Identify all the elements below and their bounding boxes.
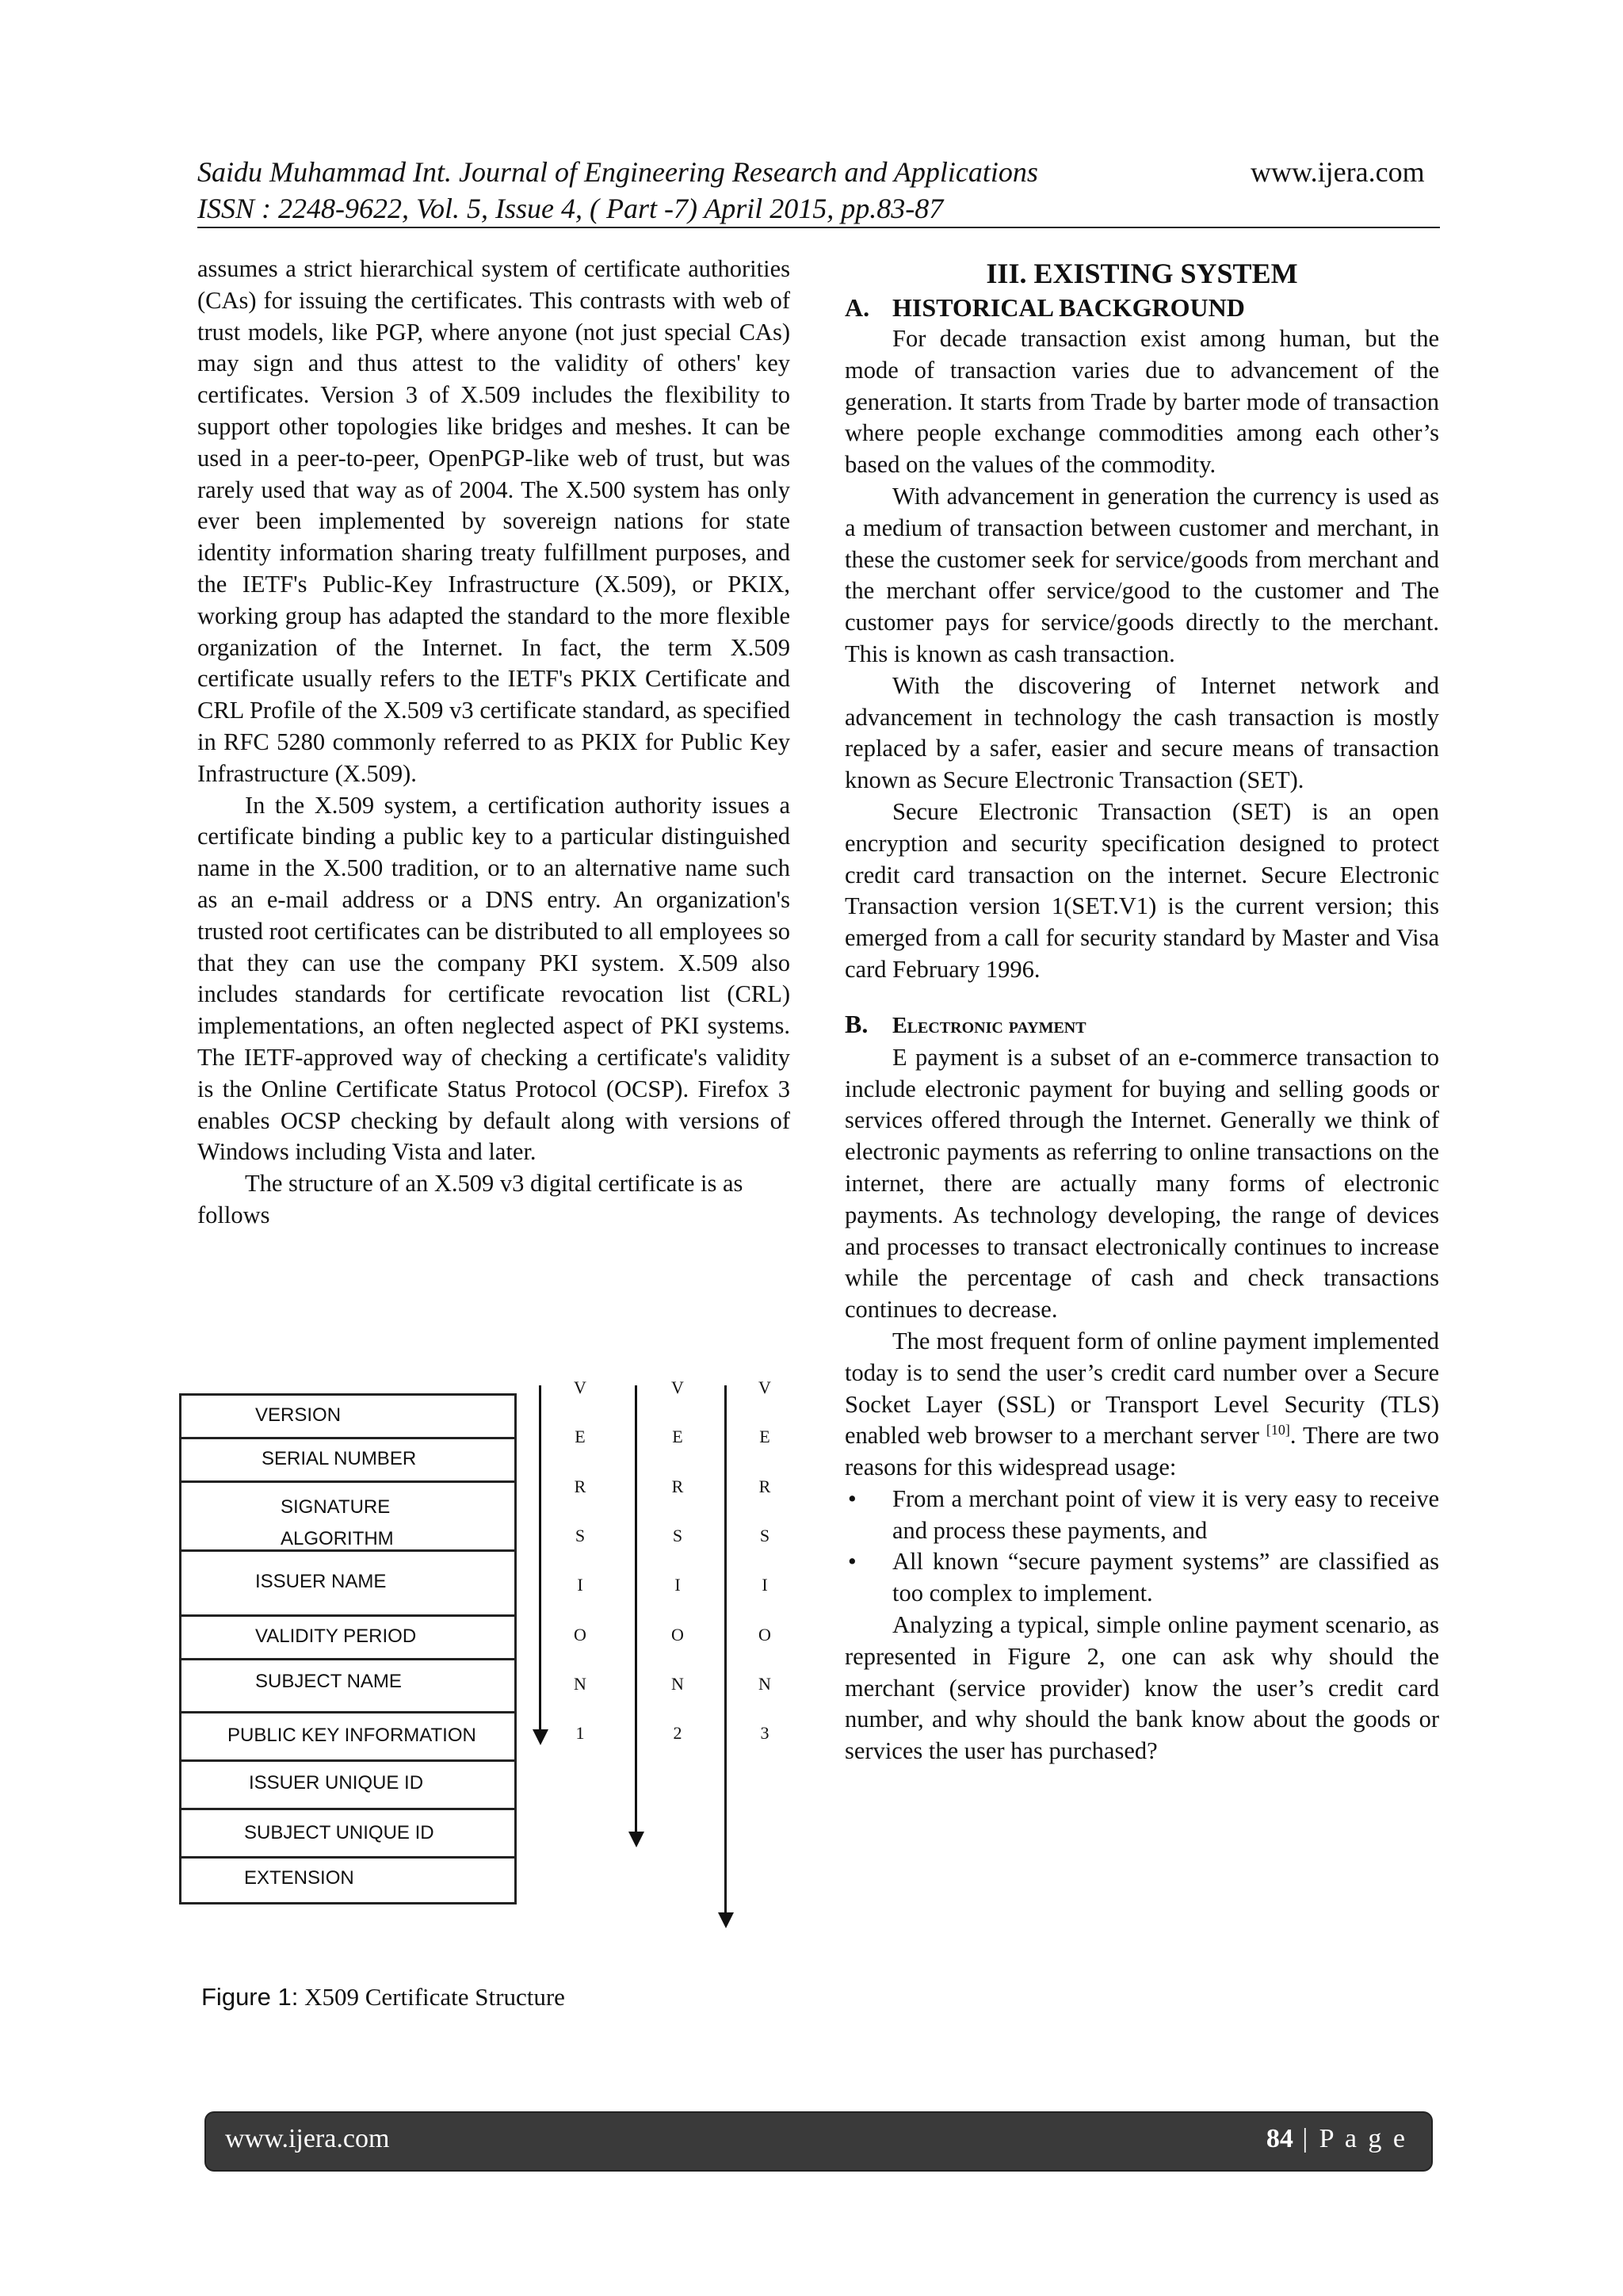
v1-letter-i: I bbox=[577, 1575, 583, 1595]
figure-caption-prefix: Figure 1: bbox=[201, 1983, 299, 2011]
v2-letter-e: E bbox=[672, 1427, 683, 1446]
header-website[interactable]: www.ijera.com bbox=[1251, 156, 1425, 188]
figure-caption bbox=[201, 1983, 565, 2011]
arrow-version-2-head bbox=[628, 1832, 644, 1847]
field-box-version bbox=[179, 1393, 517, 1439]
right-paragraph-b2 bbox=[845, 1326, 1439, 1484]
page-number: 84 bbox=[1266, 2124, 1293, 2153]
field-extension: EXTENSION bbox=[244, 1867, 354, 1889]
v2-letter-s: S bbox=[672, 1526, 683, 1545]
paragraph-b2-text: The most frequent form of online payment implemented today is to send the user’s credit card number over a Secure Socket Layer (SSL) or Transport Level Security (TLS) enabled web browser to a merchant server bbox=[845, 1327, 1439, 1450]
field-signature: SIGNATURE bbox=[281, 1496, 391, 1518]
subsection-a-title: HISTORICAL BACKGROUND bbox=[892, 293, 1245, 322]
v2-letter-i: I bbox=[674, 1575, 681, 1595]
subsection-a-label: A. bbox=[845, 293, 870, 322]
issn-line: ISSN : 2248-9622, Vol. 5, Issue 4, ( Part -7) April 2015, pp.83-87 bbox=[197, 193, 944, 224]
left-paragraph-1: assumes a strict hierarchical system of certificate authorities (CAs) for issuing the certificates. This contrasts with web of trust models, like PGP, where anyone (not just special CAs) may sign and thus attest to the validity of others' key certificates. Version 3 of X.509 includes the flexibility to support other topologies like bridges and meshes. It can be used in a peer-to-peer, OpenPGP-like web of trust, but was rarely used that way as of 2004. The X.500 system has only ever been implemented by sovereign nations for state identity information sharing treaty fulfillment purposes, and the IETF's Public-Key Infrastructure (X.509), or PKIX, working group has adapted the standard to the more flexible organization of the Internet. In fact, the term X.509 certificate usually refers to the IETF's PKIX Certificate and CRL Profile of the X.509 v3 certificate standard, as specified in RFC 5280 commonly referred to as PKIX for Public Key Infrastructure (X.509). bbox=[197, 255, 790, 787]
field-subject-name: SUBJECT NAME bbox=[255, 1671, 402, 1692]
v2-letter-v: V bbox=[671, 1377, 684, 1397]
arrow-version-3-head bbox=[718, 1912, 734, 1928]
journal-title: Saidu Muhammad Int. Journal of Engineering Research and Applications bbox=[197, 156, 1038, 188]
left-paragraph-2: In the X.509 system, a certification authority issues a certificate binding a public key to a particular distinguished name in the X.500 tradition, or to an alternative name such as an e-mail address or a DNS entry. An organization's trusted root certificates can be distributed to all employees so that they can use the company PKI system. X.509 also includes standards for certificate revocation list (CRL) implementations, an often neglected aspect of PKI systems. The IETF-approved way of checking a certificate's validity is the Online Certificate Status Protocol (OCSP). Firefox 3 enables OCSP checking by default along with versions of Windows including Vista and later. bbox=[197, 791, 790, 1166]
bullet-item-1: • From a merchant point of view it is very easy to receive and process these payments, and bbox=[845, 1484, 1439, 1547]
footer-page bbox=[1266, 2124, 1407, 2154]
arrow-version-1-line bbox=[539, 1385, 541, 1732]
left-column bbox=[197, 254, 790, 1232]
footer-website[interactable]: www.ijera.com bbox=[225, 2124, 390, 2153]
right-paragraph-a4: Secure Electronic Transaction (SET) is an open encryption and security specification designed to protect credit card transaction on the internet. Secure Electronic Transaction version 1(SET.V1) is the current version; this emerged from a call for security standard by Master and Visa card February 1996. bbox=[845, 797, 1439, 983]
v2-letter-o: O bbox=[671, 1625, 684, 1645]
field-validity-period: VALIDITY PERIOD bbox=[255, 1626, 417, 1647]
right-paragraph-a2: With advancement in generation the currency is used as a medium of transaction between customer and merchant, in these the customer seek for service/goods from merchant and the merchant offer service/good to the customer and The customer pays for service/goods directly to the merchant. This is known as cash transaction. bbox=[845, 482, 1439, 667]
arrow-version-1-head bbox=[533, 1729, 548, 1745]
v3-number: 3 bbox=[760, 1723, 769, 1743]
bullet-item-2: • All known “secure payment systems” are classified as too complex to implement. bbox=[845, 1546, 1439, 1610]
v2-number: 2 bbox=[673, 1723, 682, 1743]
page-label: | P a g e bbox=[1293, 2124, 1407, 2153]
arrow-version-2-line bbox=[635, 1385, 637, 1834]
v1-letter-n: N bbox=[574, 1674, 586, 1694]
subsection-a-heading bbox=[845, 292, 1439, 323]
paragraph-b2-tail: . There are two reasons for this widespread usage: bbox=[845, 1422, 1439, 1481]
v1-letter-r: R bbox=[574, 1477, 586, 1496]
v3-letter-i: I bbox=[762, 1575, 768, 1595]
v1-letter-o: O bbox=[574, 1625, 586, 1645]
citation-ref[interactable]: [10] bbox=[1266, 1422, 1290, 1438]
v1-letter-s: S bbox=[575, 1526, 586, 1545]
field-public-key-information: PUBLIC KEY INFORMATION bbox=[227, 1725, 476, 1746]
subsection-b-label: B. bbox=[845, 1009, 869, 1038]
field-algorithm: ALGORITHM bbox=[281, 1528, 394, 1549]
arrow-version-3-line bbox=[724, 1385, 727, 1915]
v3-letter-o: O bbox=[758, 1625, 771, 1645]
v1-letter-v: V bbox=[574, 1377, 586, 1397]
right-paragraph-b1: E payment is a subset of an e-commerce transaction to include electronic payment for buying and selling goods or services offered through the Internet. Generally we think of electronic payments as referring to online transactions on the internet, there are actually many forms of electronic payments. As technology developing, the range of devices and processes to transact electronically continues to increase while the percentage of cash and check transactions continues to decrease. bbox=[845, 1043, 1439, 1324]
v2-letter-r: R bbox=[671, 1477, 684, 1496]
right-paragraph-a3: With the discovering of Internet network and advancement in technology the cash transaction is mostly replaced by a safer, easier and secure means of transaction known as Secure Electronic Transaction (SET). bbox=[845, 671, 1439, 794]
right-paragraph-b3: Analyzing a typical, simple online payment scenario, as represented in Figure 2, one can ask why should the merchant (service provider) know the user’s credit card number, and why should the bank know about the goods or services the user has purchased? bbox=[845, 1611, 1439, 1765]
field-issuer-name: ISSUER NAME bbox=[255, 1571, 387, 1592]
right-paragraph-a1: For decade transaction exist among human, but the mode of transaction varies due to advancement of the generation. It starts from Trade by barter mode of transaction where people exchange commodities among each other’s based on the values of the commodity. bbox=[845, 325, 1439, 479]
v3-letter-v: V bbox=[758, 1377, 771, 1397]
v1-letter-e: E bbox=[575, 1427, 586, 1446]
section-title: III. EXISTING SYSTEM bbox=[986, 258, 1298, 289]
v2-letter-n: N bbox=[671, 1674, 684, 1694]
v3-letter-e: E bbox=[759, 1427, 770, 1446]
v3-letter-n: N bbox=[758, 1674, 771, 1694]
field-subject-unique-id: SUBJECT UNIQUE ID bbox=[244, 1822, 434, 1843]
left-paragraph-3: The structure of an X.509 v3 digital certificate is as follows bbox=[197, 1170, 743, 1228]
field-issuer-unique-id: ISSUER UNIQUE ID bbox=[249, 1772, 424, 1794]
figure-caption-text: X509 Certificate Structure bbox=[304, 1983, 565, 2011]
v1-number: 1 bbox=[575, 1723, 585, 1743]
page-footer bbox=[206, 2113, 1431, 2170]
header-rule bbox=[197, 227, 1440, 228]
v3-letter-r: R bbox=[758, 1477, 771, 1496]
subsection-b-heading bbox=[845, 1008, 1439, 1042]
v3-letter-s: S bbox=[759, 1526, 770, 1545]
field-version: VERSION bbox=[255, 1404, 342, 1426]
field-serial-number: SERIAL NUMBER bbox=[262, 1448, 417, 1469]
subsection-b-title: Electronic payment bbox=[892, 1013, 1086, 1038]
right-column bbox=[845, 255, 1439, 1767]
bullet-list bbox=[845, 1484, 1439, 1610]
